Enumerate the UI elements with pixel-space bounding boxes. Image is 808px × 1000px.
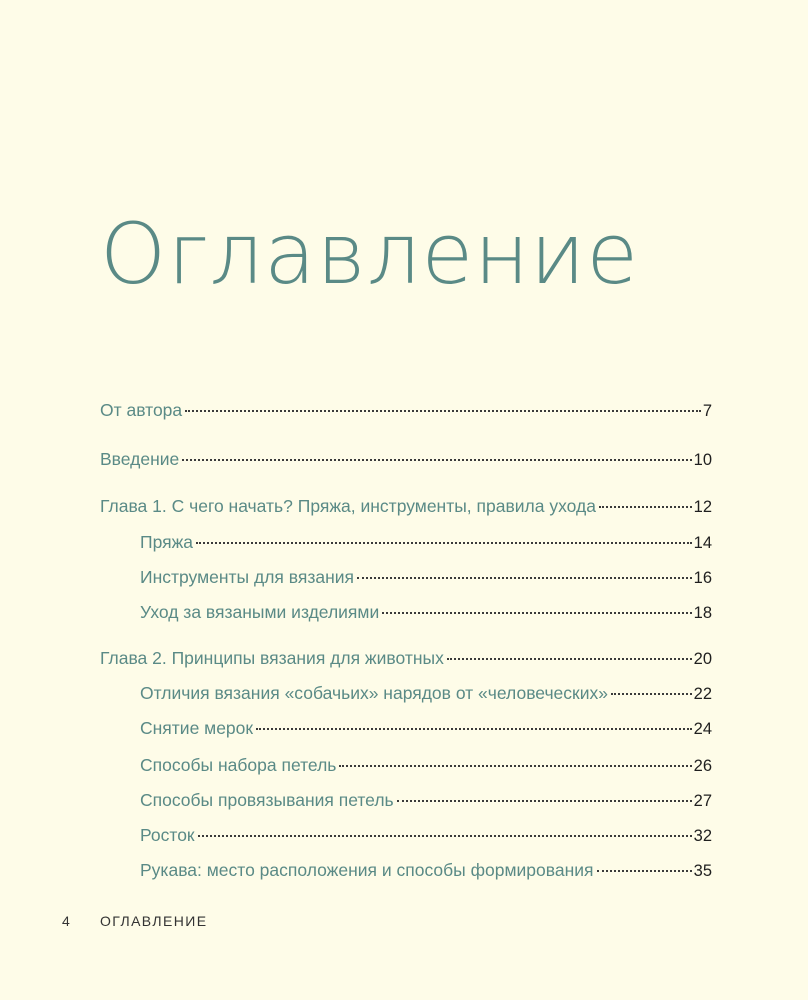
toc-entry[interactable] (100, 400, 712, 426)
toc-entry-label: Глава 1. С чего начать? Пряжа, инструменты, правила ухода (100, 496, 596, 516)
page-footer (62, 913, 207, 929)
toc-entry-label: Уход за вязаными изделиями (140, 602, 380, 622)
toc-entry[interactable] (140, 825, 712, 851)
footer-section-title: ОГЛАВЛЕНИЕ (100, 913, 208, 929)
toc-entry[interactable] (140, 683, 712, 709)
toc-entry[interactable] (140, 790, 712, 816)
toc-leader-dots (599, 506, 692, 508)
toc-leader-dots (382, 612, 691, 614)
toc-entry-page: 24 (693, 720, 712, 738)
toc-entry-page: 20 (693, 650, 712, 668)
toc-entry-label: Снятие мерок (140, 718, 254, 738)
toc-leader-dots (447, 658, 692, 660)
toc-entry-label: Инструменты для вязания (140, 567, 354, 587)
toc-entry-page: 32 (693, 827, 712, 845)
toc-entry[interactable] (100, 496, 712, 522)
toc-entry-page: 7 (702, 402, 712, 420)
toc-leader-dots (611, 693, 692, 695)
page-title: Оглавление (100, 205, 640, 303)
toc-entry-page: 16 (693, 569, 712, 587)
toc-entry-label: Глава 2. Принципы вязания для животных (100, 648, 444, 668)
toc-entry[interactable] (140, 860, 712, 886)
toc-leader-dots (357, 577, 692, 579)
toc-leader-dots (256, 728, 692, 730)
toc-entry[interactable] (100, 648, 712, 674)
toc-entry-page: 14 (693, 534, 712, 552)
toc-entry[interactable] (140, 602, 712, 628)
toc-entry[interactable] (100, 449, 712, 475)
toc-leader-dots (185, 410, 701, 412)
toc-entry[interactable] (140, 718, 712, 744)
toc-entry-label: Пряжа (140, 532, 194, 552)
toc-entry[interactable] (140, 755, 712, 781)
toc-entry-label: Рукава: место расположения и способы формирования (140, 860, 594, 880)
toc-entry-page: 26 (693, 757, 712, 775)
toc-entry-label: Отличия вязания «собачьих» нарядов от «человеческих» (140, 683, 608, 703)
toc-leader-dots (196, 542, 692, 544)
toc-entry[interactable] (140, 532, 712, 558)
toc-entry-page: 35 (693, 862, 712, 880)
toc-entry-label: Способы набора петель (140, 755, 337, 775)
toc-leader-dots (198, 835, 692, 837)
footer-page-number: 4 (62, 913, 70, 929)
toc-entry-label: От автора (100, 400, 183, 420)
toc-entry-page: 22 (693, 685, 712, 703)
toc-leader-dots (397, 800, 692, 802)
toc-entry-page: 27 (693, 792, 712, 810)
toc-entry-label: Росток (140, 825, 195, 845)
toc-leader-dots (339, 765, 691, 767)
toc-entry[interactable] (140, 567, 712, 593)
toc-entry-page: 12 (693, 498, 712, 516)
toc-entry-label: Введение (100, 449, 180, 469)
toc-entry-page: 18 (693, 604, 712, 622)
toc-leader-dots (597, 870, 692, 872)
toc-entry-page: 10 (693, 451, 712, 469)
toc-leader-dots (182, 459, 691, 461)
toc-entry-label: Способы провязывания петель (140, 790, 394, 810)
